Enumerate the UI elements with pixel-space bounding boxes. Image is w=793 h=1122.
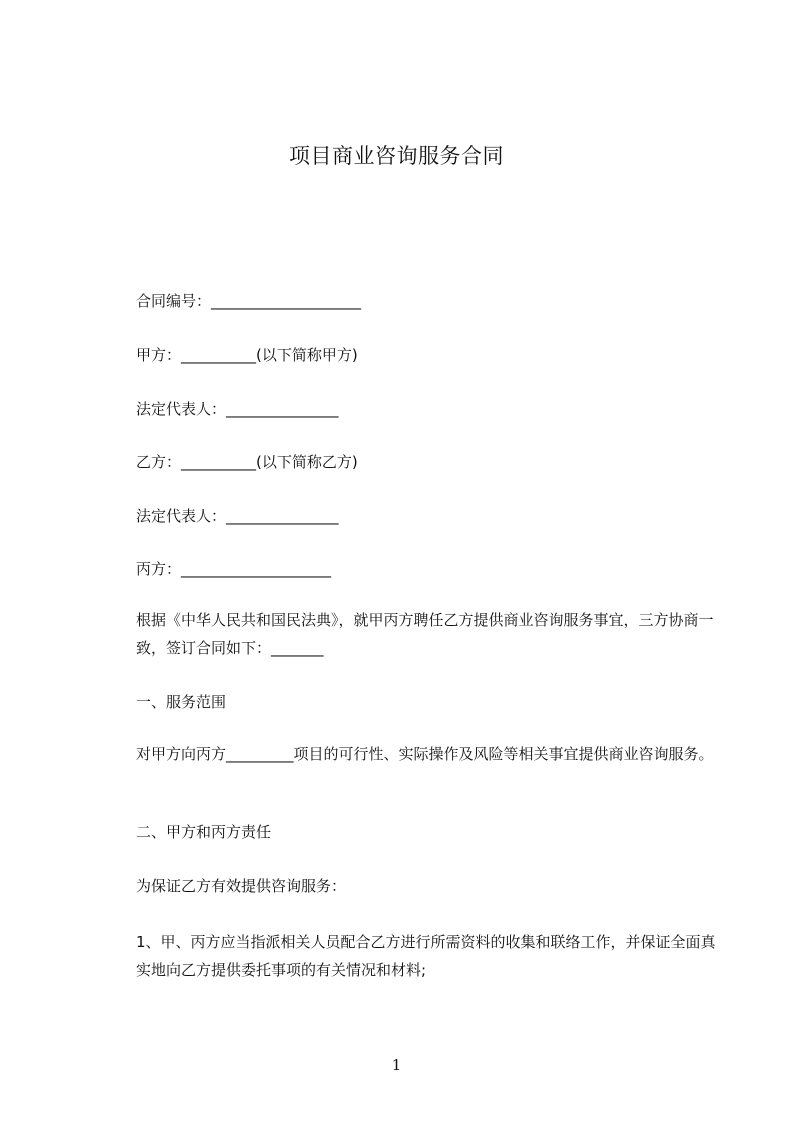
section-2-heading: 二、甲方和丙方责任: [136, 823, 272, 841]
contract-number-field: 合同编号：____________________: [136, 292, 362, 310]
intro-paragraph: 根据《中华人民共和国民法典》，就甲丙方聘任乙方提供商业咨询服务事宜，三方协商一致，签订合同如下：_______: [136, 611, 714, 657]
party-b-field: 乙方：__________(以下简称乙方): [136, 453, 358, 471]
document-title: 项目商业咨询服务合同: [289, 144, 504, 168]
party-a-field: 甲方：__________(以下简称甲方): [136, 346, 358, 364]
page-number: 1: [391, 1056, 402, 1074]
party-a-representative-field: 法定代表人：_______________: [136, 400, 339, 418]
section-2-lead: 为保证乙方有效提供咨询服务：: [136, 877, 347, 895]
section-1-body: 对甲方向丙方_________项目的可行性、实际操作及风险等相关事宜提供商业咨询服务。: [136, 745, 714, 763]
party-b-representative-field: 法定代表人：_______________: [136, 507, 339, 525]
section-2-item-1: 1、甲、丙方应当指派相关人员配合乙方进行所需资料的收集和联络工作，并保证全面真实地向乙方提供委托事项的有关情况和材料;: [136, 933, 716, 979]
section-1-heading: 一、服务范围: [136, 693, 227, 711]
party-c-field: 丙方：____________________: [136, 560, 332, 578]
